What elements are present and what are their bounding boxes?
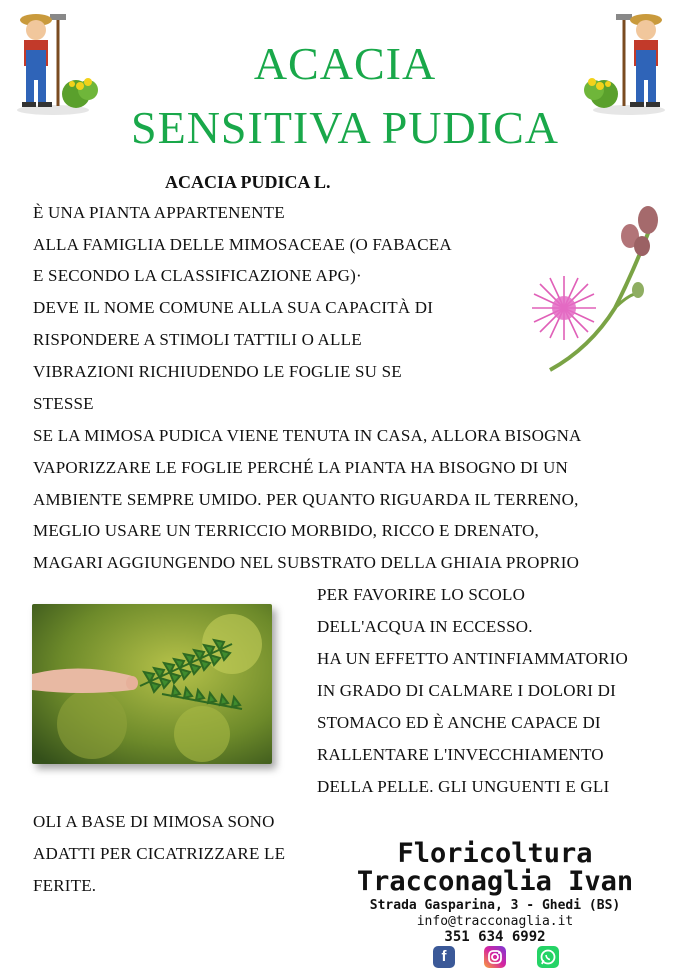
brand-email[interactable]: info@tracconaglia.it [416,914,574,929]
mimosa-flower-illustration [520,198,670,383]
body-line: MAGARI AGGIUNGENDO NEL SUBSTRATO DELLA GHIAIA PROPRIO [33,553,580,572]
body-line: È UNA PIANTA APPARTENENTE [33,203,285,222]
body-line: HA UN EFFETTO ANTINFIAMMATORIO [317,649,628,668]
body-line: FERITE. [33,876,97,895]
body-line: MEGLIO USARE UN TERRICCIO MORBIDO, RICCO E DRENATO, [33,521,539,540]
body-line: AMBIENTE SEMPRE UMIDO. PER QUANTO RIGUARDA IL TERRENO, [33,490,579,509]
body-line: ADATTI PER CICATRIZZARE LE [33,844,286,863]
brand-name-line2: Tracconaglia Ivan [356,866,634,897]
page-title-line1: ACACIA [253,38,437,89]
body-line: PER FAVORIRE LO SCOLO [317,585,526,604]
body-line: VIBRAZIONI RICHIUDENDO LE FOGLIE SU SE [33,362,402,381]
body-line: ALLA FAMIGLIA DELLE MIMOSACEAE (O FABACEA [33,235,452,254]
instagram-icon[interactable] [484,946,506,968]
body-line: DELL'ACQUA IN ECCESSO. [317,617,533,636]
body-line: OLI A BASE DI MIMOSA SONO [33,812,275,831]
whatsapp-icon[interactable] [537,946,559,968]
facebook-icon[interactable]: f [433,946,455,968]
body-line: RISPONDERE A STIMOLI TATTILI O ALLE [33,330,362,349]
body-line: STESSE [33,394,94,413]
body-line: DELLA PELLE. GLI UNGUENTI E GLI [317,777,610,796]
brand-name-line1: Floricoltura [397,838,593,869]
body-line: STOMACO ED È ANCHE CAPACE DI [317,713,601,732]
body-line: RALLENTARE L'INVECCHIAMENTO [317,745,604,764]
body-line: E SECONDO LA CLASSIFICAZIONE APG)· [33,266,362,285]
body-line: IN GRADO DI CALMARE I DOLORI DI [317,681,616,700]
body-line: VAPORIZZARE LE FOGLIE PERCHÉ LA PIANTA HA BISOGNO DI UN [33,458,568,477]
brand-phone[interactable]: 351 634 6992 [444,929,546,945]
species-name: ACACIA PUDICA L. [165,172,331,192]
body-line: SE LA MIMOSA PUDICA VIENE TENUTA IN CASA, ALLORA BISOGNA [33,426,582,445]
body-line: DEVE IL NOME COMUNE ALLA SUA CAPACITÀ DI [33,298,434,317]
mimosa-leaf-photo [32,604,272,764]
page-title-line2: SENSITIVA PUDICA [131,102,559,153]
brand-address: Strada Gasparina, 3 - Ghedi (BS) [369,898,621,913]
